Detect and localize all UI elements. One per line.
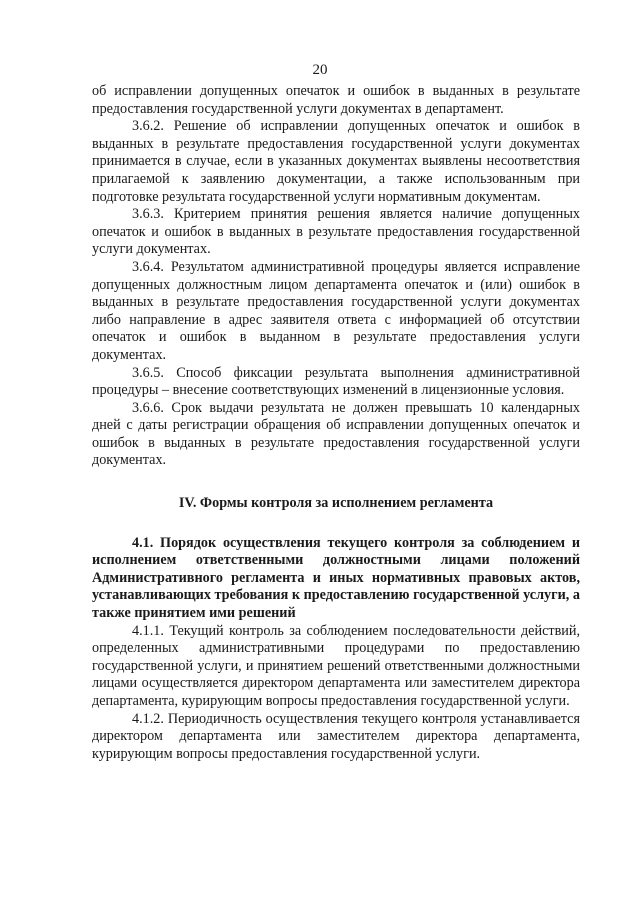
subsection-heading: 4.1. Порядок осуществления текущего контроля за соблюдением и исполнением ответственными должностными лицами положений Административного регламента и иных нормативных правовых актов, устанавливающих требования к предоставлению государственной услуги, а также принятием ими решений	[92, 534, 580, 622]
paragraph-4-1-1: 4.1.1. Текущий контроль за соблюдением последовательности действий, определенных административными процедурами по предоставлению государственной услуги, и принятием решений ответственными должностными лицами осуществляется директором департамента или заместителем директора департамента, курирующим вопросы предоставления государственной услуги.	[92, 622, 580, 709]
paragraph-3-6-5: 3.6.5. Способ фиксации результата выполнения административной процедуры – внесение соответствующих изменений в лицензионные условия.	[92, 364, 580, 399]
paragraph-3-6-2: 3.6.2. Решение об исправлении допущенных опечаток и ошибок в выданных в результате предоставления государственной услуги документах принимается в случае, если в указанных документах выявлены несоответствия прилагаемой к заявлению документации, а также использованным при подготовке результата государственной услуги нормативным документам.	[92, 118, 580, 205]
paragraph-continuation: об исправлении допущенных опечаток и ошибок в выданных в результате предоставления государственной услуги документах в департамент.	[92, 83, 580, 117]
paragraph-3-6-6: 3.6.6. Срок выдачи результата не должен превышать 10 календарных дней с даты регистрации обращения об исправлении допущенных опечаток и ошибок в выданных в результате предоставления государственной услуги документах.	[92, 399, 580, 469]
paragraph-4-1-2: 4.1.2. Периодичность осуществления текущего контроля устанавливается директором департамента или заместителем директора департамента, курирующим вопросы предоставления государственной услуги.	[92, 710, 580, 762]
document-body	[92, 83, 580, 763]
page-number: 20	[312, 62, 328, 78]
paragraph-3-6-3: 3.6.3. Критерием принятия решения является наличие допущенных опечаток и ошибок в выданных в результате предоставления государственной услуги документах.	[92, 206, 580, 258]
section-heading: IV. Формы контроля за исполнением регламента	[178, 495, 494, 512]
paragraph-3-6-4: 3.6.4. Результатом административной процедуры является исправление допущенных должностным лицом департамента опечаток и (или) ошибок в выданных в результате предоставления государственной услуги документах либо направление в адрес заявителя ответа с информацией об отсутствии опечаток и ошибок в выданном в результате предоставления услуги документах.	[92, 258, 580, 363]
